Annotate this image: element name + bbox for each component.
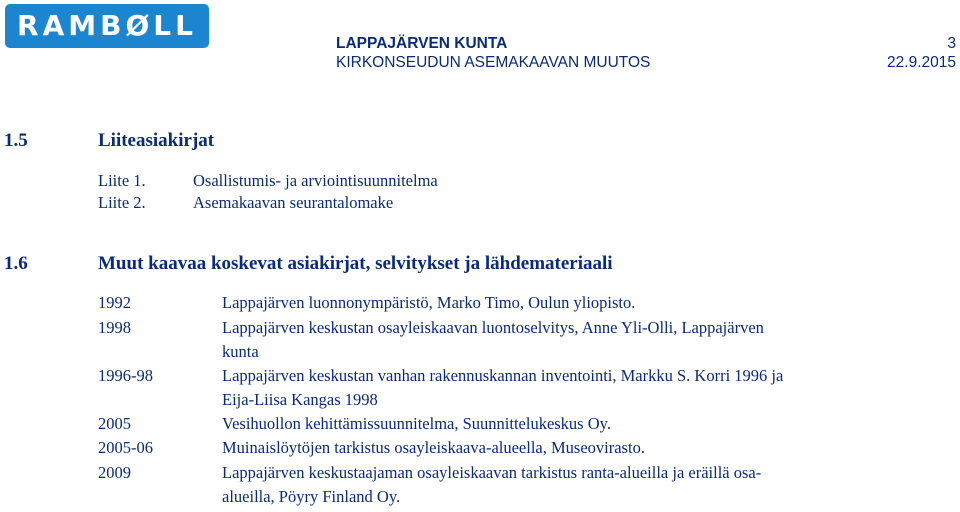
- header-date: 22.9.2015: [887, 54, 956, 71]
- reference-text: Lappajärven luonnonympäristö, Marko Timo, Oulun yliopisto.: [222, 293, 636, 312]
- reference-text: Lappajärven keskustan osayleiskaavan luontoselvitys, Anne Yli-Olli, Lappajärven: [222, 318, 764, 337]
- section-title: Muut kaavaa koskevat asiakirjat, selvitykset ja lähdemateriaali: [98, 253, 613, 274]
- reference-year: 1992: [98, 293, 131, 312]
- section-number: 1.5: [4, 130, 28, 151]
- reference-text: Muinaislöytöjen tarkistus osayleiskaava-alueella, Museovirasto.: [222, 438, 645, 457]
- attachment-label: Liite 1.: [98, 171, 146, 190]
- header-subtitle: KIRKONSEUDUN ASEMAKAAVAN MUUTOS: [336, 54, 651, 71]
- reference-year: 2005-06: [98, 438, 153, 457]
- reference-year: 2009: [98, 463, 131, 482]
- reference-text: Vesihuollon kehittämissuunnitelma, Suunnittelukeskus Oy.: [222, 414, 611, 433]
- section-heading-1-6: [4, 253, 613, 275]
- logo-text: RAMBØLL: [17, 9, 197, 42]
- reference-year: 2005: [98, 414, 131, 433]
- reference-text-continued: alueilla, Pöyry Finland Oy.: [222, 487, 401, 506]
- section-number: 1.6: [4, 253, 28, 274]
- reference-year: 1998: [98, 318, 131, 337]
- header-title: LAPPAJÄRVEN KUNTA: [336, 35, 508, 52]
- reference-text-continued: kunta: [222, 342, 259, 361]
- reference-text: Lappajärven keskustaajaman osayleiskaavan tarkistus ranta-alueilla ja eräillä osa-: [222, 463, 762, 482]
- page-number: 3: [947, 35, 956, 52]
- reference-text: Lappajärven keskustan vanhan rakennuskannan inventointi, Markku S. Korri 1996 ja: [222, 366, 784, 385]
- attachment-text: Osallistumis- ja arviointisuunnitelma: [193, 171, 438, 190]
- attachment-text: Asemakaavan seurantalomake: [193, 193, 394, 212]
- reference-year: 1996-98: [98, 366, 153, 385]
- reference-text-continued: Eija-Liisa Kangas 1998: [222, 390, 378, 409]
- section-title: Liiteasiakirjat: [98, 130, 215, 151]
- ramboll-logo: [5, 4, 209, 48]
- section-heading-1-5: [4, 130, 214, 152]
- attachment-label: Liite 2.: [98, 193, 146, 212]
